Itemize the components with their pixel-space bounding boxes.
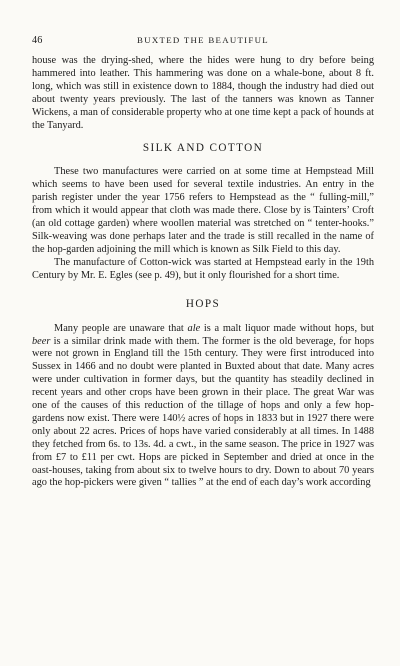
paragraph-silk: These two manufactures were carried on at some time at Hempstead Mill which seems to have been used for several textile industries. An entry in the parish register under the year 1756 refers to Hempstead as the “ fulling-mill,” from which it would appear that cloth was made there. Close by is Tainters’ Croft (an old cottage garden) where woollen material was stretched on “ tenter-hooks.” Silk-weaving was done perhaps later and the trade is still recalled in the name of the hop-garden adjoining the mill which is known as Silk Field to this day. <box>32 166 374 255</box>
hops-text-start: Many people are unaware that <box>54 322 188 334</box>
running-title: BUXTED THE BEAUTIFUL <box>137 35 269 45</box>
paragraph-cotton-wick: The manufacture of Cotton-wick was started at Hempstead early in the 19th Century by Mr. E. Egles (see p. 49), but it only flourished for a short time. <box>32 256 374 281</box>
paragraph-tanyard: house was the drying-shed, where the hides were hung to dry before being hammered into leather. This hammering was done on a whale-bone, about 8 ft. long, which was still in existence down to 1884, though the industry had died out about twenty years previously. The last of the tanners was known as Tanner Wickens, a man of considerable property who at one time kept a pack of hounds at the Tanyard. <box>32 55 374 131</box>
italic-word-beer: beer <box>32 335 51 347</box>
hops-text-middle: is a malt liquor made without hops, but <box>200 322 374 334</box>
paragraph-hops <box>32 323 374 491</box>
section-heading-hops: HOPS <box>185 297 221 310</box>
hops-text-rest: is a similar drink made with them. The former is the old beverage, for hops were not grown in England till the 15th century. They were first introduced into Sussex in 1466 and no doubt were planted in Buxted about that date. Many acres were under cultivation in former days, but the quantity has steadily declined in recent years and other crops have been grown in their place. The great War was one of the causes of this reduction of the tillage of hops and only a few hop-gardens now exist. There were 140½ acres of hops in 1833 but in 1927 there were only about 22 acres. Prices of hops have varied considerably at all times. In 1488 they fetched from 6s. to 13s. 4d. a cwt., in the same season. The price in 1927 was from £7 to £11 per cwt. Hops are picked in September and dried at once in the oast-houses, taking from about six to twelve hours to dry. Down to about 70 years ago the hop-pickers were given “ tallies ” at the end of each day’s work according <box>32 335 374 489</box>
running-head <box>32 34 374 47</box>
italic-word-ale: ale <box>187 322 201 334</box>
section-heading-silk-and-cotton: SILK AND COTTON <box>142 142 264 155</box>
page-number: 46 <box>32 35 43 46</box>
